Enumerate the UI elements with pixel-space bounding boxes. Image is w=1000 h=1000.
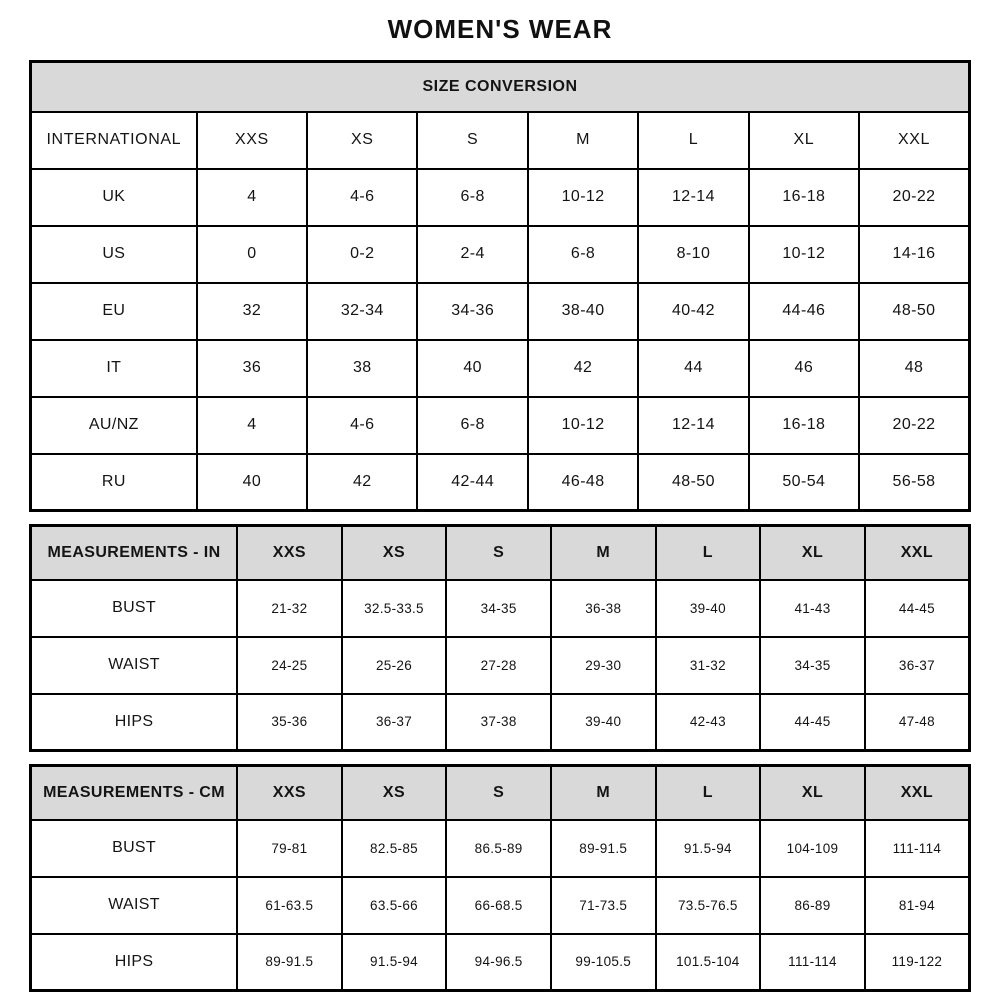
size-value-cell: 6-8	[417, 169, 527, 226]
row-label-cell: EU	[31, 283, 197, 340]
size-column-header-cell: M	[528, 112, 638, 169]
size-value-cell: 32-34	[307, 283, 417, 340]
row-label-cell: HIPS	[31, 694, 238, 751]
table-title-row	[31, 62, 970, 112]
size-column-header-cell: XL	[760, 766, 865, 820]
size-value-cell: 50-54	[749, 454, 859, 511]
size-value-cell: 32.5-33.5	[342, 580, 447, 637]
size-value-cell: 91.5-94	[342, 934, 447, 991]
size-value-cell: 36-37	[865, 637, 970, 694]
size-value-cell: 63.5-66	[342, 877, 447, 934]
row-label-cell: AU/NZ	[31, 397, 197, 454]
size-value-cell: 32	[197, 283, 307, 340]
size-value-cell: 40-42	[638, 283, 748, 340]
size-value-cell: 12-14	[638, 397, 748, 454]
size-column-header-cell: XXS	[237, 526, 342, 580]
size-column-header-cell: M	[551, 766, 656, 820]
size-value-cell: 16-18	[749, 169, 859, 226]
size-value-cell: 4-6	[307, 397, 417, 454]
size-value-cell: 20-22	[859, 169, 969, 226]
row-label-header-cell: MEASUREMENTS - CM	[31, 766, 238, 820]
row-label-cell: BUST	[31, 820, 238, 877]
row-label-cell: UK	[31, 169, 197, 226]
size-value-cell: 36	[197, 340, 307, 397]
size-value-cell: 99-105.5	[551, 934, 656, 991]
size-column-header-cell: L	[638, 112, 748, 169]
size-value-cell: 101.5-104	[656, 934, 761, 991]
size-value-cell: 6-8	[417, 397, 527, 454]
size-value-cell: 42	[307, 454, 417, 511]
size-value-cell: 94-96.5	[446, 934, 551, 991]
size-value-cell: 73.5-76.5	[656, 877, 761, 934]
size-value-cell: 29-30	[551, 637, 656, 694]
size-value-cell: 8-10	[638, 226, 748, 283]
size-value-cell: 42-43	[656, 694, 761, 751]
table-row	[31, 694, 970, 751]
table-title-cell: SIZE CONVERSION	[31, 62, 970, 112]
table-row	[31, 283, 970, 340]
size-value-cell: 39-40	[551, 694, 656, 751]
table-row	[31, 454, 970, 511]
size-value-cell: 35-36	[237, 694, 342, 751]
size-value-cell: 10-12	[528, 397, 638, 454]
size-column-header-cell: XXL	[865, 766, 970, 820]
size-value-cell: 61-63.5	[237, 877, 342, 934]
size-value-cell: 119-122	[865, 934, 970, 991]
size-value-cell: 25-26	[342, 637, 447, 694]
size-value-cell: 48-50	[859, 283, 969, 340]
size-column-header-cell: XXL	[865, 526, 970, 580]
size-value-cell: 34-35	[446, 580, 551, 637]
size-column-header-cell: S	[417, 112, 527, 169]
size-column-header-cell: XS	[342, 526, 447, 580]
table-row	[31, 877, 970, 934]
size-value-cell: 44	[638, 340, 748, 397]
size-column-header-cell: XL	[749, 112, 859, 169]
size-value-cell: 39-40	[656, 580, 761, 637]
size-value-cell: 46	[749, 340, 859, 397]
size-value-cell: 71-73.5	[551, 877, 656, 934]
size-value-cell: 36-38	[551, 580, 656, 637]
size-value-cell: 42	[528, 340, 638, 397]
row-label-cell: RU	[31, 454, 197, 511]
size-value-cell: 111-114	[865, 820, 970, 877]
size-value-cell: 48	[859, 340, 969, 397]
row-label-header-cell: INTERNATIONAL	[31, 112, 197, 169]
size-value-cell: 38-40	[528, 283, 638, 340]
table-row	[31, 397, 970, 454]
row-label-cell: US	[31, 226, 197, 283]
size-value-cell: 10-12	[528, 169, 638, 226]
size-conversion-table	[29, 60, 971, 512]
row-label-cell: IT	[31, 340, 197, 397]
column-header-row	[31, 526, 970, 580]
size-value-cell: 10-12	[749, 226, 859, 283]
size-column-header-cell: XS	[342, 766, 447, 820]
size-value-cell: 4	[197, 397, 307, 454]
size-value-cell: 31-32	[656, 637, 761, 694]
size-column-header-cell: XXL	[859, 112, 969, 169]
size-column-header-cell: M	[551, 526, 656, 580]
size-value-cell: 56-58	[859, 454, 969, 511]
size-value-cell: 91.5-94	[656, 820, 761, 877]
size-column-header-cell: L	[656, 766, 761, 820]
size-value-cell: 44-45	[760, 694, 865, 751]
size-value-cell: 40	[197, 454, 307, 511]
size-value-cell: 2-4	[417, 226, 527, 283]
table-row	[31, 637, 970, 694]
table-row	[31, 340, 970, 397]
size-value-cell: 41-43	[760, 580, 865, 637]
size-value-cell: 4	[197, 169, 307, 226]
size-value-cell: 16-18	[749, 397, 859, 454]
size-value-cell: 111-114	[760, 934, 865, 991]
size-column-header-cell: XXS	[237, 766, 342, 820]
measurements-cm-table	[29, 764, 971, 992]
table-row	[31, 169, 970, 226]
measurements-in-table	[29, 524, 971, 752]
size-value-cell: 38	[307, 340, 417, 397]
size-value-cell: 0	[197, 226, 307, 283]
size-value-cell: 47-48	[865, 694, 970, 751]
size-value-cell: 20-22	[859, 397, 969, 454]
size-value-cell: 82.5-85	[342, 820, 447, 877]
table-row	[31, 226, 970, 283]
size-value-cell: 44-46	[749, 283, 859, 340]
size-value-cell: 44-45	[865, 580, 970, 637]
size-value-cell: 12-14	[638, 169, 748, 226]
size-value-cell: 34-36	[417, 283, 527, 340]
column-header-row	[31, 112, 970, 169]
size-value-cell: 34-35	[760, 637, 865, 694]
size-column-header-cell: L	[656, 526, 761, 580]
size-value-cell: 86-89	[760, 877, 865, 934]
size-column-header-cell: XL	[760, 526, 865, 580]
size-value-cell: 6-8	[528, 226, 638, 283]
size-value-cell: 40	[417, 340, 527, 397]
size-value-cell: 89-91.5	[551, 820, 656, 877]
table-row	[31, 580, 970, 637]
size-value-cell: 48-50	[638, 454, 748, 511]
size-value-cell: 104-109	[760, 820, 865, 877]
row-label-header-cell: MEASUREMENTS - IN	[31, 526, 238, 580]
size-value-cell: 81-94	[865, 877, 970, 934]
size-value-cell: 4-6	[307, 169, 417, 226]
size-value-cell: 21-32	[237, 580, 342, 637]
row-label-cell: HIPS	[31, 934, 238, 991]
size-value-cell: 14-16	[859, 226, 969, 283]
size-value-cell: 27-28	[446, 637, 551, 694]
size-column-header-cell: XXS	[197, 112, 307, 169]
size-value-cell: 66-68.5	[446, 877, 551, 934]
size-column-header-cell: XS	[307, 112, 417, 169]
size-value-cell: 36-37	[342, 694, 447, 751]
size-value-cell: 42-44	[417, 454, 527, 511]
row-label-cell: WAIST	[31, 877, 238, 934]
size-value-cell: 79-81	[237, 820, 342, 877]
table-row	[31, 820, 970, 877]
table-row	[31, 934, 970, 991]
column-header-row	[31, 766, 970, 820]
row-label-cell: BUST	[31, 580, 238, 637]
size-value-cell: 24-25	[237, 637, 342, 694]
page-title: WOMEN'S WEAR	[387, 14, 613, 44]
size-column-header-cell: S	[446, 766, 551, 820]
size-value-cell: 0-2	[307, 226, 417, 283]
size-value-cell: 37-38	[446, 694, 551, 751]
size-value-cell: 46-48	[528, 454, 638, 511]
size-value-cell: 86.5-89	[446, 820, 551, 877]
size-column-header-cell: S	[446, 526, 551, 580]
row-label-cell: WAIST	[31, 637, 238, 694]
size-value-cell: 89-91.5	[237, 934, 342, 991]
